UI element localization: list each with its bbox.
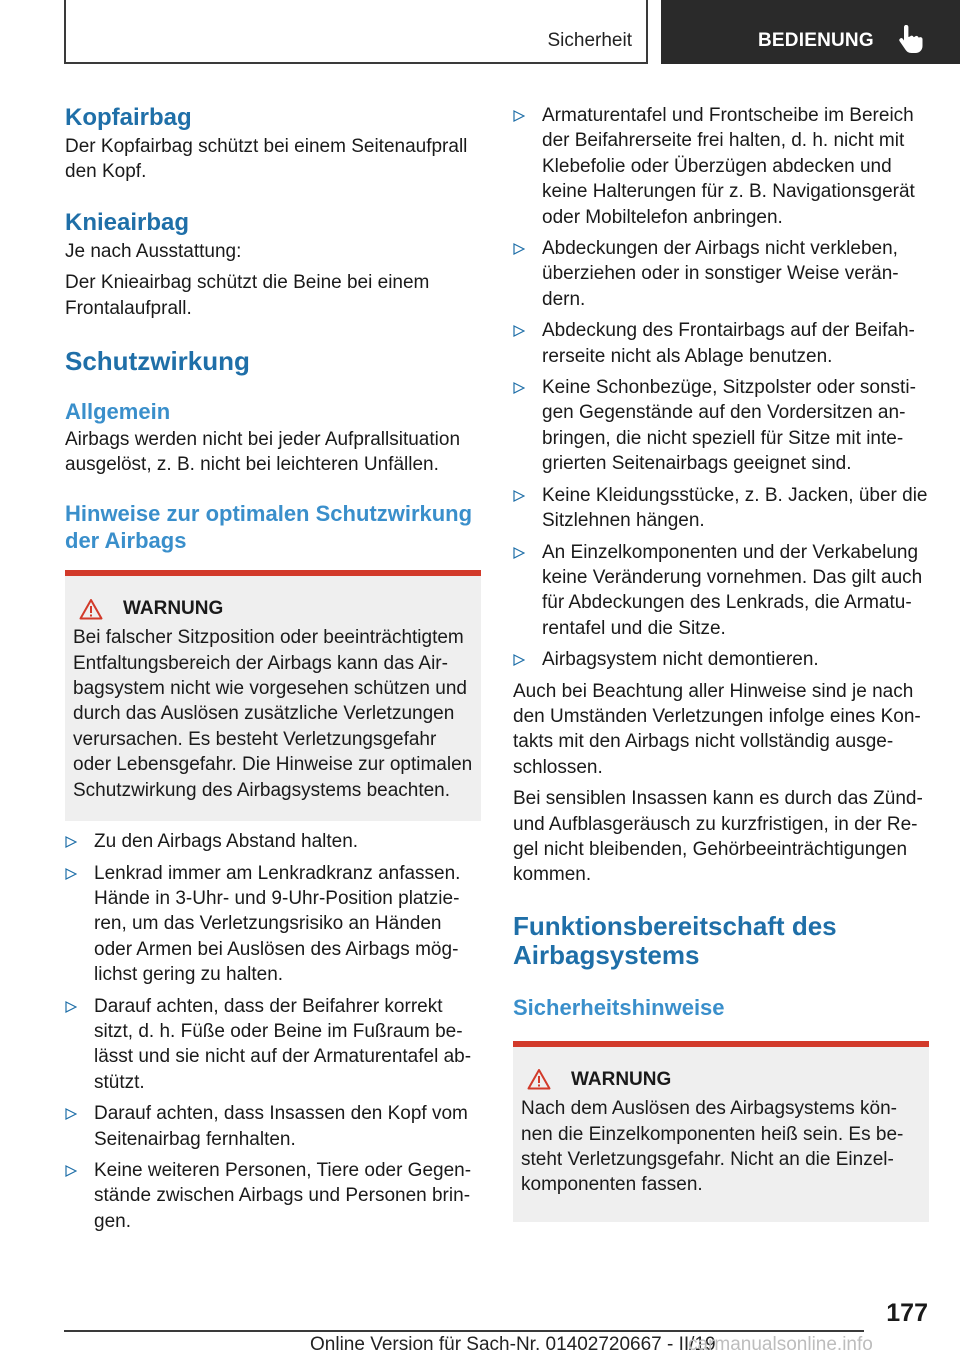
bullet-triangle-icon: [513, 382, 525, 394]
warning-title: WARNUNG: [123, 597, 224, 619]
heading-knieairbag: Knieairbag: [65, 208, 190, 236]
bullet-triangle-icon: [65, 1108, 77, 1120]
warning-box: [513, 1041, 929, 1222]
list-item-text: Airbagsystem nicht demontieren.: [542, 649, 819, 671]
bullet-list-right: [513, 103, 929, 673]
chapter-tab-label: BEDIENUNG: [758, 30, 874, 51]
warning-icon: [527, 1068, 551, 1090]
list-item: [65, 1101, 481, 1152]
list-item-text: Keine weiteren Personen, Tiere oder Gegenstände zwischen Airbags und Personen bringen.: [94, 1159, 472, 1232]
list-item: [65, 994, 481, 1096]
heading-kopfairbag: Kopfairbag: [65, 104, 192, 131]
para-kopfairbag: Der Kopfairbag schützt bei einem Seitenaufprall den Kopf.: [65, 136, 468, 183]
warning-text: Nach dem Auslösen des Airbagsystems können die Einzelkomponenten heiß sein. Es besteht Verletzungsgefahr. Nicht an die Einzelkomponenten fassen.: [521, 1098, 904, 1196]
list-item: [513, 483, 929, 534]
bullet-triangle-icon: [513, 110, 525, 122]
list-item: [65, 861, 481, 988]
para-hinweise-2: Bei sensiblen Insassen kann es durch das Zünd- und Aufblasgeräusch zu kurzfristigen, in der Regel nicht bleibenden, Gehörbeeinträchtigungen kommen.: [513, 788, 923, 886]
para-hinweise-1: Auch bei Beachtung aller Hinweise sind je nach den Umständen Verletzungen infolge eines Kontakts mit den Airbags nicht vollständig ausgeschlossen.: [513, 680, 921, 778]
footer-divider: [64, 1330, 864, 1332]
list-item: [513, 540, 929, 642]
section-title: Sicherheit: [547, 30, 632, 51]
heading-allgemein: Allgemein: [65, 399, 171, 425]
bullet-triangle-icon: [65, 836, 77, 848]
bullet-triangle-icon: [513, 325, 525, 337]
bullet-list-left: [65, 829, 481, 1234]
warning-header: [527, 1067, 921, 1092]
footer-text: Online Version für Sach-Nr. 01402720667 - II/19: [310, 1334, 716, 1355]
list-item-text: An Einzelkomponenten und der Verkabelung keine Veränderung vornehmen. Das gilt auch für Abdeckungen des Lenkrads, die Armaturentafel und die Sitze.: [542, 541, 923, 639]
bullet-triangle-icon: [513, 243, 525, 255]
heading-hinweise: Hinweise zur optimalen Schutzwirkung der Airbags: [65, 500, 473, 553]
page-number: 177: [886, 1299, 928, 1327]
warning-title: WARNUNG: [571, 1068, 672, 1090]
list-item: [65, 1158, 481, 1234]
para-knieairbag-1: Je nach Ausstattung:: [65, 240, 242, 262]
heading-sicherheitshinweise: Sicherheitshinweise: [513, 994, 725, 1020]
list-item: [65, 829, 481, 854]
list-item-text: Zu den Airbags Abstand halten.: [94, 831, 359, 853]
left-column: [65, 100, 481, 1240]
para-knieairbag-2: Der Knieairbag schützt die Beine bei einem Frontalaufprall.: [65, 272, 430, 319]
chapter-tab[interactable]: [661, 0, 960, 64]
list-item: [513, 375, 929, 477]
heading-funktionsbereitschaft: Funktionsbereitschaft des Airbagsystems: [513, 910, 837, 970]
header-frame: [64, 0, 648, 64]
bullet-triangle-icon: [65, 868, 77, 880]
list-item-text: Darauf achten, dass Insassen den Kopf vom Seitenairbag fernhalten.: [94, 1103, 468, 1150]
bullet-triangle-icon: [513, 547, 525, 559]
watermark: carmanualsonline.info: [688, 1334, 873, 1355]
list-item: [513, 103, 929, 230]
para-allgemein: Airbags werden nicht bei jeder Aufprallsituation ausgelöst, z. B. nicht bei leichteren Unfällen.: [65, 429, 461, 476]
warning-header: [79, 596, 473, 621]
list-item-text: Lenkrad immer am Lenkradkranz anfassen. Hände in 3-Uhr- und 9-Uhr-Position platzieren, um das Verletzungsrisiko an Händen oder Armen bei Auslösen des Airbags möglichst gering zu halten.: [94, 862, 461, 986]
warning-icon: [79, 598, 103, 620]
list-item-text: Armaturentafel und Frontscheibe im Bereich der Beifahrerseite frei halten, d. h. nicht mit Klebefolie oder Überzügen abdecken und keine Halterungen für z. B. Navigationsgerät oder Mobiltelefon anbringen.: [542, 105, 915, 228]
bullet-triangle-icon: [513, 654, 525, 666]
bullet-triangle-icon: [65, 1001, 77, 1013]
right-column: [513, 100, 929, 1222]
list-item: [513, 318, 929, 369]
list-item-text: Keine Kleidungsstücke, z. B. Jacken, über die Sitzlehnen hängen.: [542, 484, 928, 532]
list-item-text: Darauf achten, dass der Beifahrer korrekt sitzt, d. h. Füße oder Beine im Fußraum belässt und sie nicht auf der Armaturentafel abstützt.: [94, 995, 472, 1093]
heading-schutzwirkung: Schutzwirkung: [65, 346, 250, 377]
warning-text: Bei falscher Sitzposition oder beeinträchtigtem Entfaltungsbereich der Airbags kann das Airbagsystem nicht wie vorgesehen schützen und durch das Auslösen zusätzliche Verletzungen verursachen. Es besteht Verletzungsgefahr oder Lebensgefahr. Die Hinweise zur optimalen Schutzwirkung des Airbagsystems beachten.: [73, 627, 473, 801]
warning-box: [65, 570, 481, 821]
list-item-text: Keine Schonbezüge, Sitzpolster oder sonstigen Gegenstände auf den Vordersitzen anbringen, die nicht speziell für Sitze mit integrierten Seitenairbags geeignet sind.: [542, 377, 916, 475]
list-item: [513, 236, 929, 312]
list-item: [513, 647, 929, 672]
hand-pointer-icon: [897, 25, 923, 55]
list-item-text: Abdeckungen der Airbags nicht verkleben, überziehen oder in sonstiger Weise verändern.: [542, 238, 899, 310]
bullet-triangle-icon: [65, 1165, 77, 1177]
list-item-text: Abdeckung des Frontairbags auf der Beifahrerseite nicht als Ablage benutzen.: [542, 320, 915, 367]
bullet-triangle-icon: [513, 490, 525, 502]
